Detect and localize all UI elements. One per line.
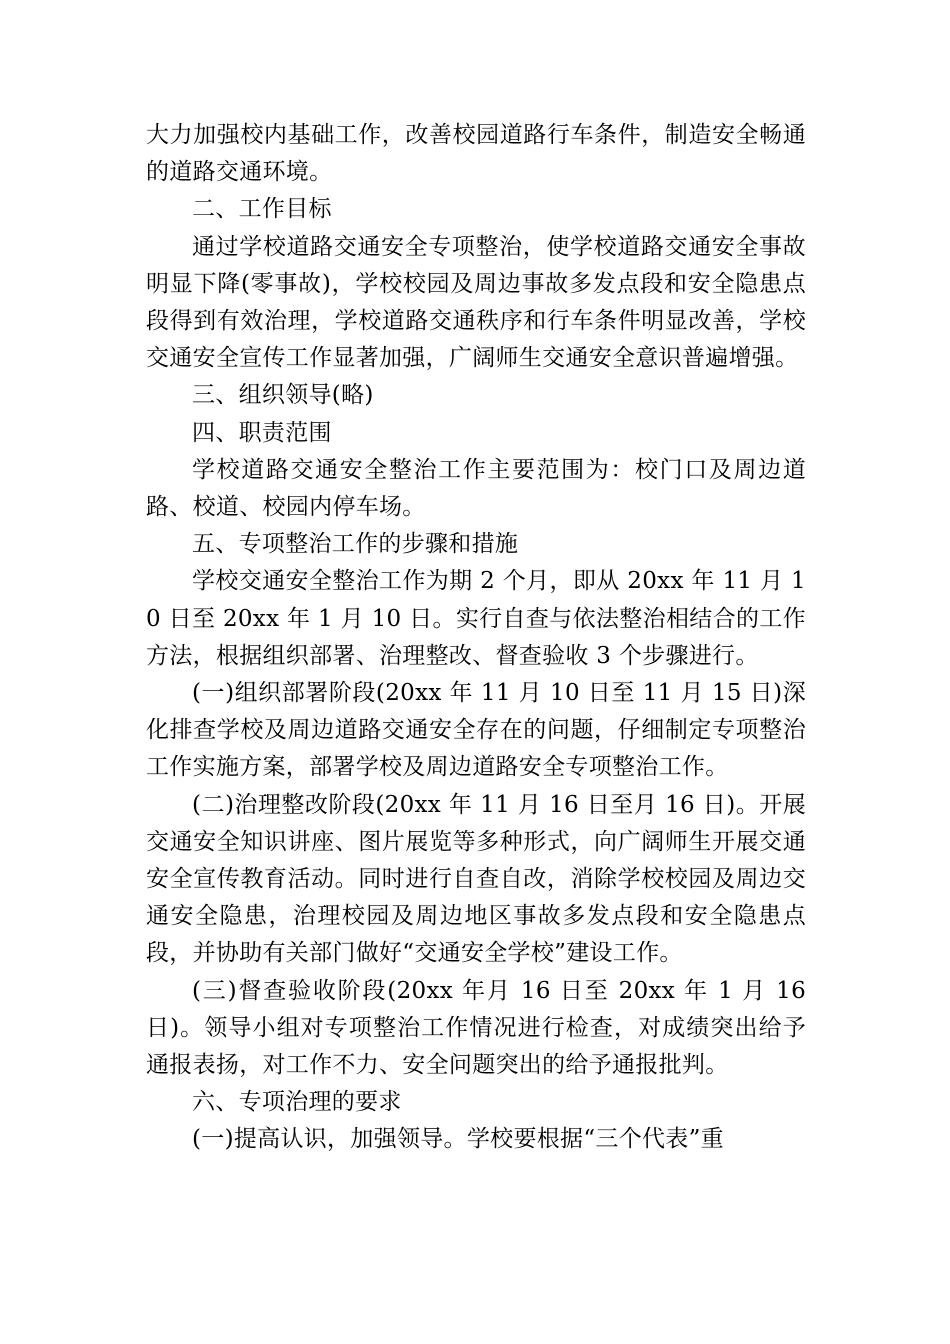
paragraph-stage-three: (三)督查验收阶段(20xx 年月 16 日至 20xx 年 1 月 16 日)。领导小组对专项整治工作情况进行检查，对成绩突出给予通报表扬，对工作不力、安全问题突出的给予通报批判。	[146, 977, 806, 1079]
document-body	[146, 117, 806, 1159]
section-heading-work-goals: 二、工作目标	[192, 196, 332, 223]
paragraph-steps-overview: 学校交通安全整治工作为期 2 个月，即从 20xx 年 11 月 10 日至 20xx 年 1 月 10 日。实行自查与依法整治相结合的工作方法，根据组织部署、治理整改、督查验收 3 个步骤进行。	[146, 568, 806, 669]
paragraph-continuation: 大力加强校内基础工作，改善校园道路行车条件，制造安全畅通的道路交通环境。	[146, 122, 806, 186]
section-heading-scope: 四、职责范围	[192, 419, 332, 446]
section-heading-requirements: 六、专项治理的要求	[192, 1089, 402, 1116]
section-heading-steps: 五、专项整治工作的步骤和措施	[192, 531, 519, 558]
paragraph-requirement-one: (一)提高认识，加强领导。学校要根据“三个代表”重	[192, 1126, 724, 1153]
paragraph-work-goals: 通过学校道路交通安全专项整治，使学校道路交通安全事故明显下降(零事故)，学校校园及周边事故多发点段和安全隐患点段得到有效治理，学校道路交通秩序和行车条件明显改善，学校交通安全宣传工作显著加强，广阔师生交通安全意识普遍增强。	[146, 233, 806, 372]
paragraph-stage-two: (二)治理整改阶段(20xx 年 11 月 16 日至月 16 日)。开展交通安全知识讲座、图片展览等多种形式，向广阔师生开展交通安全宣传教育活动。同时进行自查自改，消除学校校园及周边交通安全隐患，治理校园及周边地区事故多发点段和安全隐患点段，并协助有关部门做好“交通安全学校”建设工作。	[146, 791, 806, 967]
section-heading-organization: 三、组织领导(略)	[192, 382, 374, 409]
paragraph-stage-one: (一)组织部署阶段(20xx 年 11 月 10 日至 11 月 15 日)深化排查学校及周边道路交通安全存在的问题，仔细制定专项整治工作实施方案，部署学校及周边道路安全专项整治工作。	[146, 680, 806, 781]
paragraph-scope: 学校道路交通安全整治工作主要范围为：校门口及周边道路、校道、校园内停车场。	[146, 456, 806, 521]
